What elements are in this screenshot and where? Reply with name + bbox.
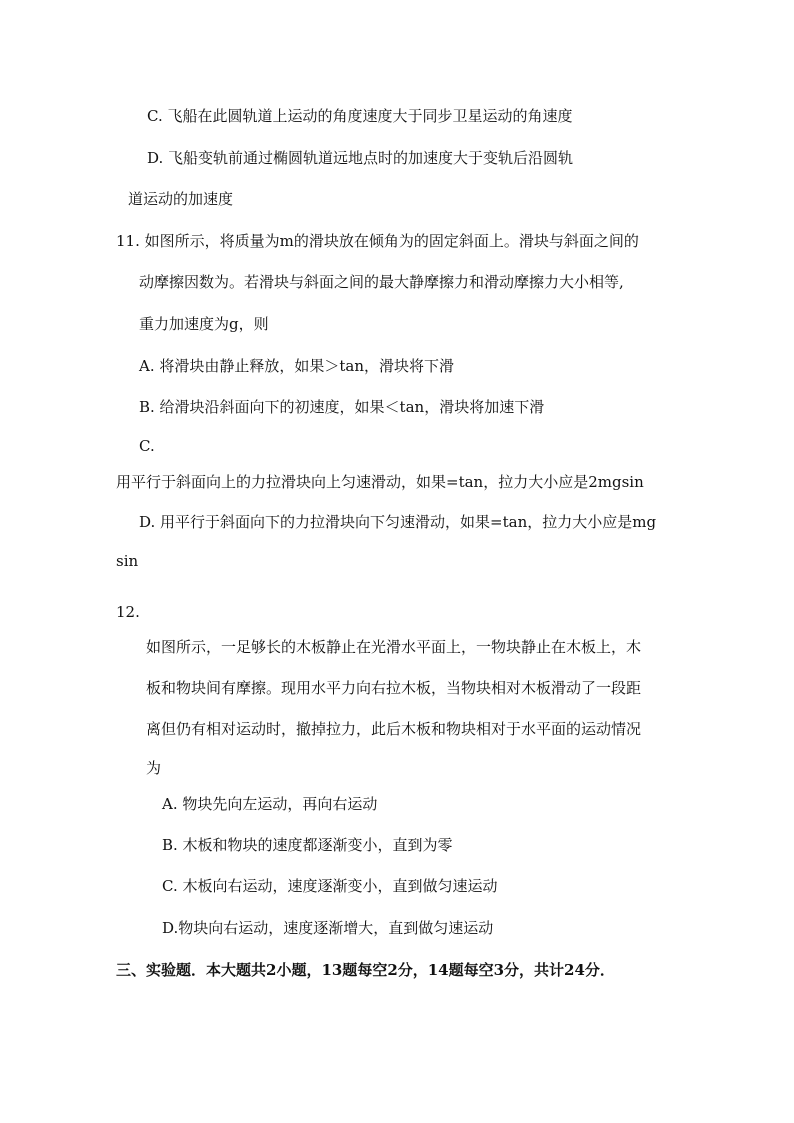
section3-heading: 三、实验题．本大题共2小题，13题每空2分，14题每空3分，共计24分． bbox=[116, 961, 615, 979]
q11-option-a: A. 将滑块由静止释放，如果＞tan，滑块将下滑 bbox=[139, 357, 455, 375]
q12-stem-line2: 板和物块间有摩擦。现用水平力向右拉木板，当物块相对木板滑动了一段距 bbox=[146, 679, 642, 697]
q10-option-c: C. 飞船在此圆轨道上运动的角度速度大于同步卫星运动的角速度 bbox=[147, 107, 573, 125]
q11-stem-line2: 动摩擦因数为。若滑块与斜面之间的最大静摩擦力和滑动摩擦力大小相等, bbox=[139, 273, 624, 291]
q11-option-d-line1: D. 用平行于斜面向下的力拉滑块向下匀速滑动，如果=tan，拉力大小应是mg bbox=[139, 513, 657, 531]
q10-option-d-line2: 道运动的加速度 bbox=[128, 190, 234, 208]
q11-stem-line1: 11. 如图所示，将质量为m的滑块放在倾角为的固定斜面上。滑块与斜面之间的 bbox=[116, 232, 639, 250]
q12-stem-line1: 如图所示，一足够长的木板静止在光滑水平面上，一物块静止在木板上，木 bbox=[146, 638, 642, 656]
q11-option-c-label: C. bbox=[139, 437, 155, 455]
q11-stem-line3: 重力加速度为g，则 bbox=[139, 315, 269, 333]
q12-option-c: C. 木板向右运动，速度逐渐变小，直到做匀速运动 bbox=[162, 877, 498, 895]
q11-option-d-line2: sin bbox=[116, 552, 139, 570]
q10-option-d-line1: D. 飞船变轨前通过椭圆轨道远地点时的加速度大于变轨后沿圆轨 bbox=[147, 149, 574, 167]
q12-stem-line4: 为 bbox=[146, 759, 162, 777]
q12-number: 12. bbox=[116, 603, 140, 621]
q12-option-b: B. 木板和物块的速度都逐渐变小，直到为零 bbox=[162, 836, 453, 854]
q11-option-b: B. 给滑块沿斜面向下的初速度，如果＜tan，滑块将加速下滑 bbox=[139, 398, 545, 416]
q12-option-a: A. 物块先向左运动，再向右运动 bbox=[162, 795, 378, 813]
q12-stem-line3: 离但仍有相对运动时，撤掉拉力，此后木板和物块相对于水平面的运动情况 bbox=[146, 720, 642, 738]
q11-option-c-text: 用平行于斜面向上的力拉滑块向上匀速滑动，如果=tan，拉力大小应是2mgsin bbox=[116, 473, 644, 491]
q12-option-d: D.物块向右运动，速度逐渐增大，直到做匀速运动 bbox=[162, 919, 494, 937]
